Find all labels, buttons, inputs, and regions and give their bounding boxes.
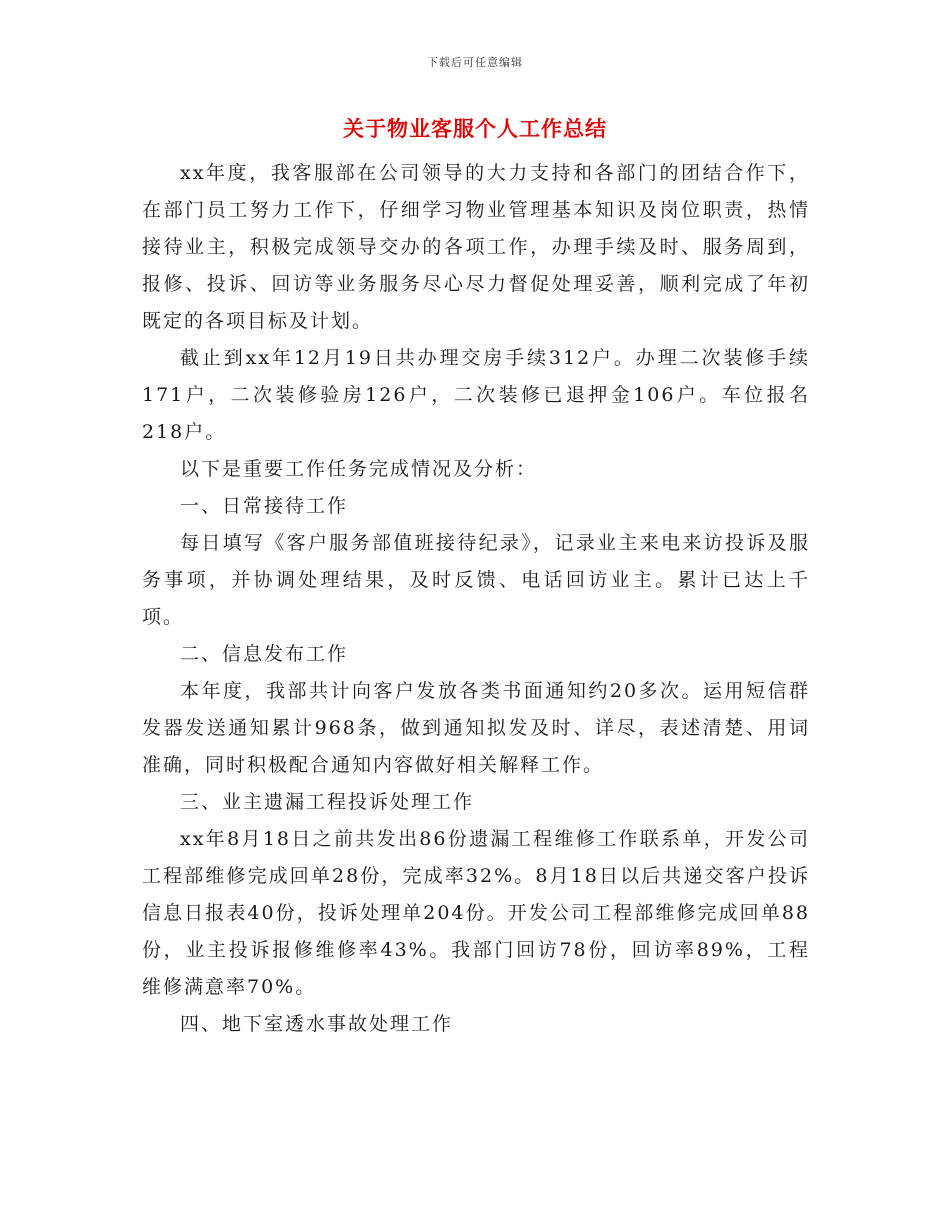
paragraph-notices: 本年度，我部共计向客户发放各类书面通知约20多次。运用短信群发器发送通知累计968条，做到通知拟发及时、详尽，表述清楚、用词准确，同时积极配合通知内容做好相关解释工作。 — [142, 680, 810, 776]
header-note: 下载后可任意编辑 — [427, 56, 523, 69]
paragraph-complaints: xx年8月18日之前共发出86份遗漏工程维修工作联系单，开发公司工程部维修完成回单28份，完成率32%。8月18日以后共递交客户投诉信息日报表40份，投诉处理单204份。开发公司工程部维修完成回单88份，业主投诉报修维修率43%。我部门回访78份，回访率89%，工程维修满意率70%。 — [142, 828, 810, 998]
paragraph-intro: xx年度，我客服部在公司领导的大力支持和各部门的团结合作下，在部门员工努力工作下，仔细学习物业管理基本知识及岗位职责，热情接待业主，积极完成领导交办的各项工作，办理手续及时、服务周到，报修、投诉、回访等业务服务尽心尽力督促处理妥善，顺利完成了年初既定的各项目标及计划。 — [142, 162, 810, 332]
paragraph-analysis-lead: 以下是重要工作任务完成情况及分析： — [180, 458, 538, 480]
section-heading-notices: 二、信息发布工作 — [180, 643, 349, 665]
section-heading-basement: 四、地下室透水事故处理工作 — [180, 1013, 454, 1035]
section-heading-complaints: 三、业主遗漏工程投诉处理工作 — [180, 791, 475, 813]
paragraph-reception: 每日填写《客户服务部值班接待纪录》，记录业主来电来访投诉及服务事项，并协调处理结果，及时反馈、电话回访业主。累计已达上千项。 — [142, 532, 810, 628]
document-title: 关于物业客服个人工作总结 — [343, 117, 607, 141]
document-body — [142, 155, 810, 1043]
section-heading-reception: 一、日常接待工作 — [180, 495, 349, 517]
paragraph-statistics: 截止到xx年12月19日共办理交房手续312户。办理二次装修手续171户，二次装修验房126户，二次装修已退押金106户。车位报名218户。 — [142, 347, 810, 443]
